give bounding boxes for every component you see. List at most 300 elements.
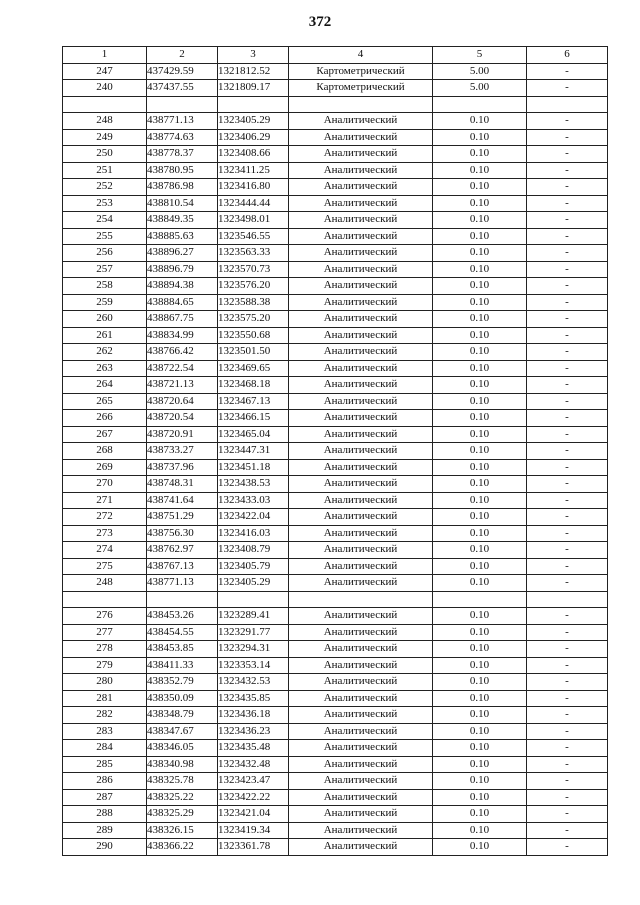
cell-note: - — [527, 146, 608, 163]
cell-point-number — [63, 96, 147, 113]
table-row — [63, 179, 608, 196]
cell-accuracy: 0.10 — [433, 443, 527, 460]
cell-method: Аналитический — [289, 327, 433, 344]
cell-y-coordinate: 1323451.18 — [218, 459, 289, 476]
cell-x-coordinate: 438326.15 — [147, 822, 218, 839]
cell-y-coordinate: 1323436.23 — [218, 723, 289, 740]
cell-method: Аналитический — [289, 723, 433, 740]
page-number: 372 — [308, 14, 332, 30]
cell-note: - — [527, 228, 608, 245]
cell-x-coordinate: 438325.29 — [147, 806, 218, 823]
cell-y-coordinate: 1323447.31 — [218, 443, 289, 460]
cell-x-coordinate: 438720.54 — [147, 410, 218, 427]
cell-accuracy: 0.10 — [433, 542, 527, 559]
table-row — [63, 311, 608, 328]
table-row — [63, 377, 608, 394]
cell-point-number: 248 — [63, 575, 147, 592]
cell-x-coordinate: 438453.26 — [147, 608, 218, 625]
cell-note: - — [527, 245, 608, 262]
cell-point-number: 267 — [63, 426, 147, 443]
cell-y-coordinate: 1323408.79 — [218, 542, 289, 559]
cell-method: Аналитический — [289, 558, 433, 575]
cell-y-coordinate: 1323432.53 — [218, 674, 289, 691]
cell-point-number: 261 — [63, 327, 147, 344]
cell-y-coordinate: 1323501.50 — [218, 344, 289, 361]
table-row — [63, 608, 608, 625]
cell-y-coordinate: 1323575.20 — [218, 311, 289, 328]
cell-x-coordinate: 438720.64 — [147, 393, 218, 410]
cell-y-coordinate: 1323468.18 — [218, 377, 289, 394]
cell-point-number: 281 — [63, 690, 147, 707]
cell-accuracy: 0.10 — [433, 492, 527, 509]
cell-y-coordinate: 1323408.66 — [218, 146, 289, 163]
cell-x-coordinate: 438885.63 — [147, 228, 218, 245]
table-row — [63, 740, 608, 757]
cell-accuracy: 5.00 — [433, 63, 527, 80]
cell-accuracy: 0.10 — [433, 740, 527, 757]
cell-accuracy — [433, 591, 527, 608]
cell-x-coordinate: 438340.98 — [147, 756, 218, 773]
cell-note: - — [527, 575, 608, 592]
column-header-6: 6 — [527, 47, 608, 64]
table-row — [63, 113, 608, 130]
cell-point-number: 240 — [63, 80, 147, 97]
cell-point-number: 278 — [63, 641, 147, 658]
table-row — [63, 789, 608, 806]
cell-x-coordinate: 438720.91 — [147, 426, 218, 443]
cell-method: Аналитический — [289, 674, 433, 691]
cell-point-number: 282 — [63, 707, 147, 724]
table-row — [63, 212, 608, 229]
cell-method: Аналитический — [289, 261, 433, 278]
cell-point-number: 274 — [63, 542, 147, 559]
cell-accuracy: 0.10 — [433, 608, 527, 625]
cell-x-coordinate: 437429.59 — [147, 63, 218, 80]
table-row — [63, 575, 608, 592]
cell-method: Аналитический — [289, 212, 433, 229]
cell-point-number: 288 — [63, 806, 147, 823]
table-row — [63, 707, 608, 724]
cell-method: Аналитический — [289, 822, 433, 839]
cell-note: - — [527, 525, 608, 542]
cell-note: - — [527, 443, 608, 460]
table-row — [63, 492, 608, 509]
cell-note: - — [527, 80, 608, 97]
cell-x-coordinate: 438722.54 — [147, 360, 218, 377]
cell-x-coordinate: 438347.67 — [147, 723, 218, 740]
coordinates-table — [62, 46, 608, 856]
cell-method: Аналитический — [289, 789, 433, 806]
cell-accuracy: 0.10 — [433, 261, 527, 278]
cell-note: - — [527, 839, 608, 856]
cell-accuracy: 0.10 — [433, 723, 527, 740]
cell-y-coordinate: 1323432.48 — [218, 756, 289, 773]
cell-point-number: 286 — [63, 773, 147, 790]
cell-note: - — [527, 674, 608, 691]
cell-x-coordinate: 438352.79 — [147, 674, 218, 691]
cell-accuracy: 0.10 — [433, 690, 527, 707]
cell-point-number: 269 — [63, 459, 147, 476]
cell-x-coordinate: 438348.79 — [147, 707, 218, 724]
cell-y-coordinate: 1323466.15 — [218, 410, 289, 427]
cell-method: Аналитический — [289, 278, 433, 295]
cell-x-coordinate: 438737.96 — [147, 459, 218, 476]
cell-method — [289, 96, 433, 113]
table-row — [63, 360, 608, 377]
table-row — [63, 839, 608, 856]
cell-point-number: 264 — [63, 377, 147, 394]
cell-method: Аналитический — [289, 393, 433, 410]
cell-method: Аналитический — [289, 839, 433, 856]
table-row — [63, 773, 608, 790]
cell-note — [527, 96, 608, 113]
cell-x-coordinate: 438778.37 — [147, 146, 218, 163]
table-row — [63, 80, 608, 97]
cell-note: - — [527, 608, 608, 625]
cell-note: - — [527, 212, 608, 229]
cell-y-coordinate: 1323294.31 — [218, 641, 289, 658]
cell-accuracy: 0.10 — [433, 789, 527, 806]
cell-point-number: 252 — [63, 179, 147, 196]
cell-method: Картометрический — [289, 63, 433, 80]
cell-method: Аналитический — [289, 426, 433, 443]
table-row — [63, 162, 608, 179]
cell-point-number — [63, 591, 147, 608]
cell-note: - — [527, 162, 608, 179]
cell-point-number: 257 — [63, 261, 147, 278]
table-row — [63, 195, 608, 212]
cell-y-coordinate: 1323422.04 — [218, 509, 289, 526]
table-row — [63, 756, 608, 773]
cell-method — [289, 591, 433, 608]
cell-y-coordinate: 1323433.03 — [218, 492, 289, 509]
cell-accuracy: 0.10 — [433, 509, 527, 526]
cell-accuracy: 0.10 — [433, 228, 527, 245]
cell-method: Аналитический — [289, 294, 433, 311]
cell-accuracy: 0.10 — [433, 756, 527, 773]
cell-y-coordinate: 1323435.85 — [218, 690, 289, 707]
cell-method: Аналитический — [289, 410, 433, 427]
cell-x-coordinate: 438810.54 — [147, 195, 218, 212]
cell-note: - — [527, 327, 608, 344]
cell-y-coordinate: 1321812.52 — [218, 63, 289, 80]
cell-point-number: 280 — [63, 674, 147, 691]
cell-accuracy: 0.10 — [433, 476, 527, 493]
cell-x-coordinate: 438786.98 — [147, 179, 218, 196]
cell-point-number: 271 — [63, 492, 147, 509]
cell-x-coordinate: 438849.35 — [147, 212, 218, 229]
cell-method: Аналитический — [289, 657, 433, 674]
column-header-4: 4 — [289, 47, 433, 64]
cell-point-number: 265 — [63, 393, 147, 410]
cell-y-coordinate: 1323419.34 — [218, 822, 289, 839]
cell-point-number: 249 — [63, 129, 147, 146]
cell-note: - — [527, 360, 608, 377]
cell-y-coordinate: 1321809.17 — [218, 80, 289, 97]
cell-note: - — [527, 740, 608, 757]
table-row — [63, 591, 608, 608]
cell-x-coordinate: 438762.97 — [147, 542, 218, 559]
table-row — [63, 641, 608, 658]
table-row — [63, 245, 608, 262]
cell-x-coordinate: 438325.78 — [147, 773, 218, 790]
cell-x-coordinate: 438896.79 — [147, 261, 218, 278]
cell-method: Картометрический — [289, 80, 433, 97]
cell-accuracy: 0.10 — [433, 245, 527, 262]
cell-point-number: 255 — [63, 228, 147, 245]
cell-method: Аналитический — [289, 690, 433, 707]
cell-y-coordinate: 1323588.38 — [218, 294, 289, 311]
cell-method: Аналитический — [289, 525, 433, 542]
cell-accuracy — [433, 96, 527, 113]
cell-x-coordinate: 438454.55 — [147, 624, 218, 641]
cell-point-number: 266 — [63, 410, 147, 427]
cell-y-coordinate: 1323289.41 — [218, 608, 289, 625]
cell-note — [527, 591, 608, 608]
table-row — [63, 723, 608, 740]
cell-point-number: 285 — [63, 756, 147, 773]
cell-accuracy: 0.10 — [433, 327, 527, 344]
cell-accuracy: 0.10 — [433, 377, 527, 394]
table-row — [63, 558, 608, 575]
cell-note: - — [527, 822, 608, 839]
cell-method: Аналитический — [289, 575, 433, 592]
cell-x-coordinate: 438453.85 — [147, 641, 218, 658]
table-row — [63, 278, 608, 295]
cell-x-coordinate: 438894.38 — [147, 278, 218, 295]
cell-accuracy: 0.10 — [433, 773, 527, 790]
cell-point-number: 253 — [63, 195, 147, 212]
cell-point-number: 251 — [63, 162, 147, 179]
cell-y-coordinate: 1323563.33 — [218, 245, 289, 262]
cell-x-coordinate: 438834.99 — [147, 327, 218, 344]
table-row — [63, 327, 608, 344]
cell-point-number: 248 — [63, 113, 147, 130]
cell-method: Аналитический — [289, 228, 433, 245]
cell-note: - — [527, 311, 608, 328]
cell-accuracy: 5.00 — [433, 80, 527, 97]
table-row — [63, 806, 608, 823]
cell-note: - — [527, 641, 608, 658]
cell-point-number: 289 — [63, 822, 147, 839]
cell-y-coordinate: 1323405.29 — [218, 113, 289, 130]
cell-accuracy: 0.10 — [433, 393, 527, 410]
cell-note: - — [527, 179, 608, 196]
cell-note: - — [527, 756, 608, 773]
cell-point-number: 283 — [63, 723, 147, 740]
table-row — [63, 426, 608, 443]
cell-x-coordinate: 438771.13 — [147, 575, 218, 592]
cell-accuracy: 0.10 — [433, 839, 527, 856]
cell-note: - — [527, 459, 608, 476]
cell-method: Аналитический — [289, 542, 433, 559]
cell-point-number: 260 — [63, 311, 147, 328]
cell-point-number: 284 — [63, 740, 147, 757]
cell-method: Аналитический — [289, 360, 433, 377]
cell-note: - — [527, 773, 608, 790]
cell-y-coordinate: 1323405.79 — [218, 558, 289, 575]
table-row — [63, 443, 608, 460]
cell-accuracy: 0.10 — [433, 146, 527, 163]
column-header-3: 3 — [218, 47, 289, 64]
cell-x-coordinate: 438774.63 — [147, 129, 218, 146]
cell-point-number: 270 — [63, 476, 147, 493]
cell-x-coordinate — [147, 96, 218, 113]
cell-accuracy: 0.10 — [433, 822, 527, 839]
cell-note: - — [527, 509, 608, 526]
table-row — [63, 657, 608, 674]
cell-x-coordinate: 438721.13 — [147, 377, 218, 394]
cell-method: Аналитический — [289, 459, 433, 476]
cell-note: - — [527, 195, 608, 212]
cell-method: Аналитический — [289, 624, 433, 641]
cell-method: Аналитический — [289, 113, 433, 130]
cell-y-coordinate: 1323423.47 — [218, 773, 289, 790]
cell-y-coordinate: 1323444.44 — [218, 195, 289, 212]
column-header-5: 5 — [433, 47, 527, 64]
table-row — [63, 690, 608, 707]
cell-note: - — [527, 690, 608, 707]
cell-method: Аналитический — [289, 707, 433, 724]
cell-point-number: 254 — [63, 212, 147, 229]
cell-method: Аналитический — [289, 476, 433, 493]
column-header-1: 1 — [63, 47, 147, 64]
cell-method: Аналитический — [289, 756, 433, 773]
table-row — [63, 63, 608, 80]
cell-y-coordinate — [218, 591, 289, 608]
cell-x-coordinate: 438766.42 — [147, 344, 218, 361]
table-row — [63, 129, 608, 146]
cell-note: - — [527, 542, 608, 559]
cell-point-number: 263 — [63, 360, 147, 377]
cell-y-coordinate: 1323436.18 — [218, 707, 289, 724]
table-row — [63, 344, 608, 361]
cell-accuracy: 0.10 — [433, 707, 527, 724]
cell-method: Аналитический — [289, 377, 433, 394]
cell-x-coordinate: 438756.30 — [147, 525, 218, 542]
cell-y-coordinate: 1323421.04 — [218, 806, 289, 823]
cell-y-coordinate: 1323416.80 — [218, 179, 289, 196]
cell-method: Аналитический — [289, 146, 433, 163]
cell-note: - — [527, 789, 608, 806]
table-row — [63, 624, 608, 641]
cell-note: - — [527, 63, 608, 80]
cell-accuracy: 0.10 — [433, 426, 527, 443]
table-row — [63, 542, 608, 559]
table-row — [63, 525, 608, 542]
table-row — [63, 294, 608, 311]
cell-y-coordinate: 1323435.48 — [218, 740, 289, 757]
cell-accuracy: 0.10 — [433, 459, 527, 476]
cell-accuracy: 0.10 — [433, 162, 527, 179]
table-row — [63, 674, 608, 691]
cell-y-coordinate: 1323576.20 — [218, 278, 289, 295]
cell-x-coordinate: 438867.75 — [147, 311, 218, 328]
cell-x-coordinate: 438350.09 — [147, 690, 218, 707]
cell-note: - — [527, 377, 608, 394]
cell-point-number: 259 — [63, 294, 147, 311]
cell-x-coordinate: 438884.65 — [147, 294, 218, 311]
cell-method: Аналитический — [289, 311, 433, 328]
cell-accuracy: 0.10 — [433, 311, 527, 328]
cell-x-coordinate: 438767.13 — [147, 558, 218, 575]
cell-note: - — [527, 476, 608, 493]
table-header-row — [63, 47, 608, 64]
cell-note: - — [527, 261, 608, 278]
cell-x-coordinate: 437437.55 — [147, 80, 218, 97]
cell-point-number: 279 — [63, 657, 147, 674]
cell-y-coordinate: 1323465.04 — [218, 426, 289, 443]
cell-note: - — [527, 707, 608, 724]
cell-accuracy: 0.10 — [433, 179, 527, 196]
cell-note: - — [527, 129, 608, 146]
cell-point-number: 256 — [63, 245, 147, 262]
cell-accuracy: 0.10 — [433, 641, 527, 658]
cell-method: Аналитический — [289, 806, 433, 823]
table-row — [63, 393, 608, 410]
cell-note: - — [527, 113, 608, 130]
cell-method: Аналитический — [289, 740, 433, 757]
cell-accuracy: 0.10 — [433, 278, 527, 295]
cell-method: Аналитический — [289, 344, 433, 361]
cell-accuracy: 0.10 — [433, 212, 527, 229]
cell-y-coordinate: 1323546.55 — [218, 228, 289, 245]
cell-note: - — [527, 723, 608, 740]
table-body — [63, 47, 608, 856]
cell-accuracy: 0.10 — [433, 195, 527, 212]
cell-accuracy: 0.10 — [433, 575, 527, 592]
cell-x-coordinate: 438748.31 — [147, 476, 218, 493]
cell-method: Аналитический — [289, 179, 433, 196]
cell-x-coordinate: 438366.22 — [147, 839, 218, 856]
table-row — [63, 96, 608, 113]
cell-point-number: 258 — [63, 278, 147, 295]
cell-accuracy: 0.10 — [433, 674, 527, 691]
cell-method: Аналитический — [289, 492, 433, 509]
cell-method: Аналитический — [289, 608, 433, 625]
table-row — [63, 261, 608, 278]
cell-note: - — [527, 657, 608, 674]
cell-point-number: 250 — [63, 146, 147, 163]
table-row — [63, 822, 608, 839]
cell-x-coordinate: 438741.64 — [147, 492, 218, 509]
cell-y-coordinate: 1323498.01 — [218, 212, 289, 229]
cell-method: Аналитический — [289, 245, 433, 262]
cell-y-coordinate: 1323416.03 — [218, 525, 289, 542]
cell-accuracy: 0.10 — [433, 360, 527, 377]
cell-note: - — [527, 426, 608, 443]
cell-point-number: 262 — [63, 344, 147, 361]
cell-y-coordinate: 1323411.25 — [218, 162, 289, 179]
cell-x-coordinate: 438780.95 — [147, 162, 218, 179]
cell-accuracy: 0.10 — [433, 294, 527, 311]
cell-x-coordinate: 438896.27 — [147, 245, 218, 262]
cell-point-number: 287 — [63, 789, 147, 806]
cell-accuracy: 0.10 — [433, 113, 527, 130]
cell-accuracy: 0.10 — [433, 525, 527, 542]
cell-x-coordinate: 438346.05 — [147, 740, 218, 757]
cell-y-coordinate: 1323406.29 — [218, 129, 289, 146]
cell-point-number: 273 — [63, 525, 147, 542]
cell-point-number: 275 — [63, 558, 147, 575]
cell-x-coordinate: 438733.27 — [147, 443, 218, 460]
cell-note: - — [527, 344, 608, 361]
cell-y-coordinate — [218, 96, 289, 113]
cell-point-number: 290 — [63, 839, 147, 856]
cell-accuracy: 0.10 — [433, 558, 527, 575]
cell-note: - — [527, 393, 608, 410]
cell-note: - — [527, 294, 608, 311]
